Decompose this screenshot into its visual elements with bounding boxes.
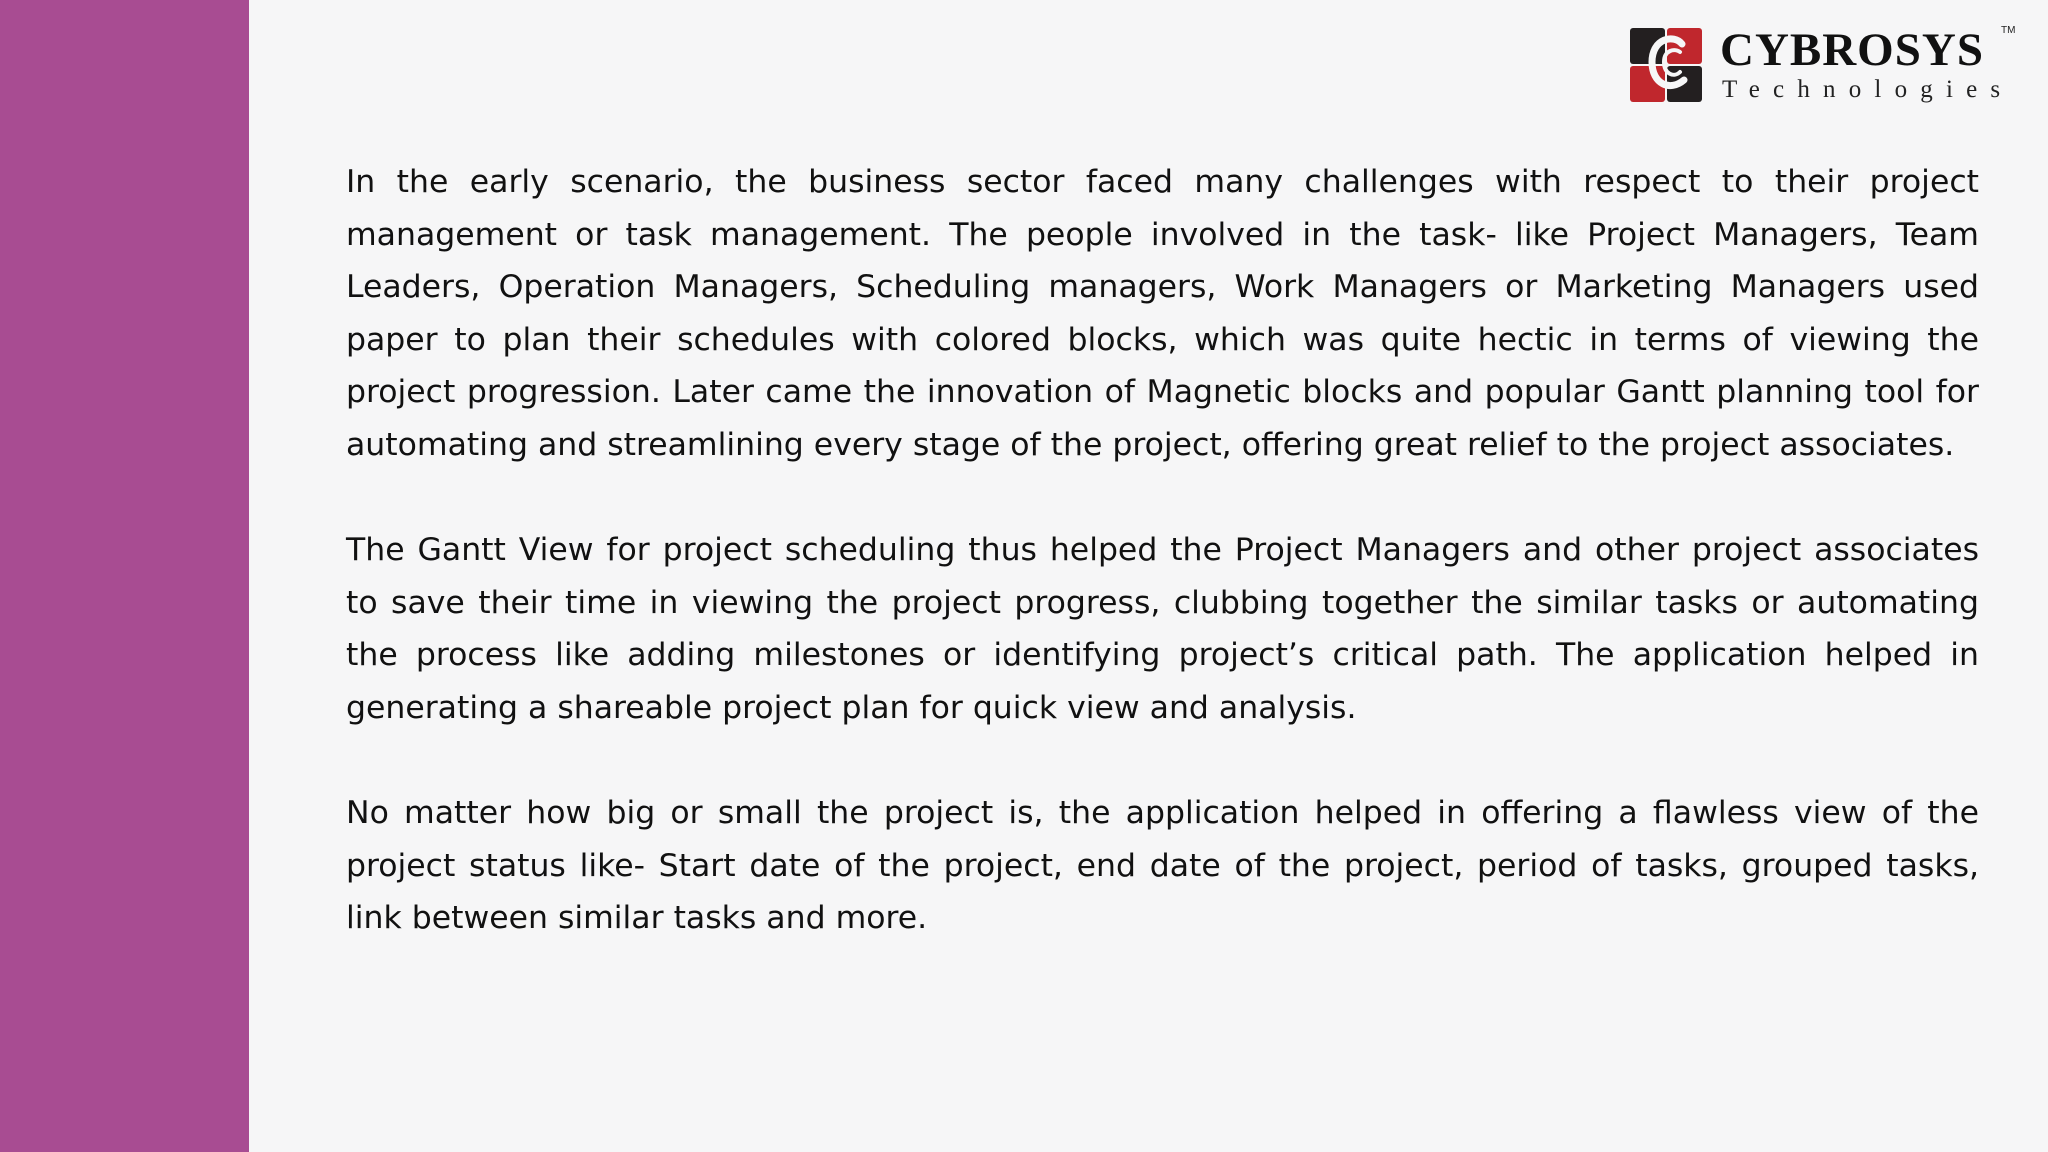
side-accent-band (0, 0, 249, 1152)
trademark-mark: TM (2001, 25, 2016, 36)
paragraph-2: The Gantt View for project scheduling thus helped the Project Managers and other project associates to save their time in viewing the project progress, clubbing together the similar tasks or automating the process like adding milestones or identifying project’s critical path. The application helped in generating a shareable project plan for quick view and analysis. (346, 532, 1979, 726)
brand-name: CYBROSYS (1720, 24, 1984, 76)
body-text (346, 156, 1979, 998)
cybrosys-logo (1630, 24, 2020, 108)
paragraph-1: In the early scenario, the business sector faced many challenges with respect to their project management or task management. The people involved in the task- like Project Managers, Team Leaders, Operation Managers, Scheduling managers, Work Managers or Marketing Managers used paper to plan their schedules with colored blocks, which was quite hectic in terms of viewing the project progression. Later came the innovation of Magnetic blocks and popular Gantt planning tool for automating and streamlining every stage of the project, offering great relief to the project associates. (346, 164, 1979, 463)
cybrosys-logo-mark-icon (1630, 28, 1702, 102)
paragraph-3: No matter how big or small the project is, the application helped in offering a flawless view of the project status like- Start date of the project, end date of the project, period of tasks, grouped tasks, link between similar tasks and more. (346, 795, 1979, 937)
brand-subtitle: Technologies (1722, 76, 2014, 103)
